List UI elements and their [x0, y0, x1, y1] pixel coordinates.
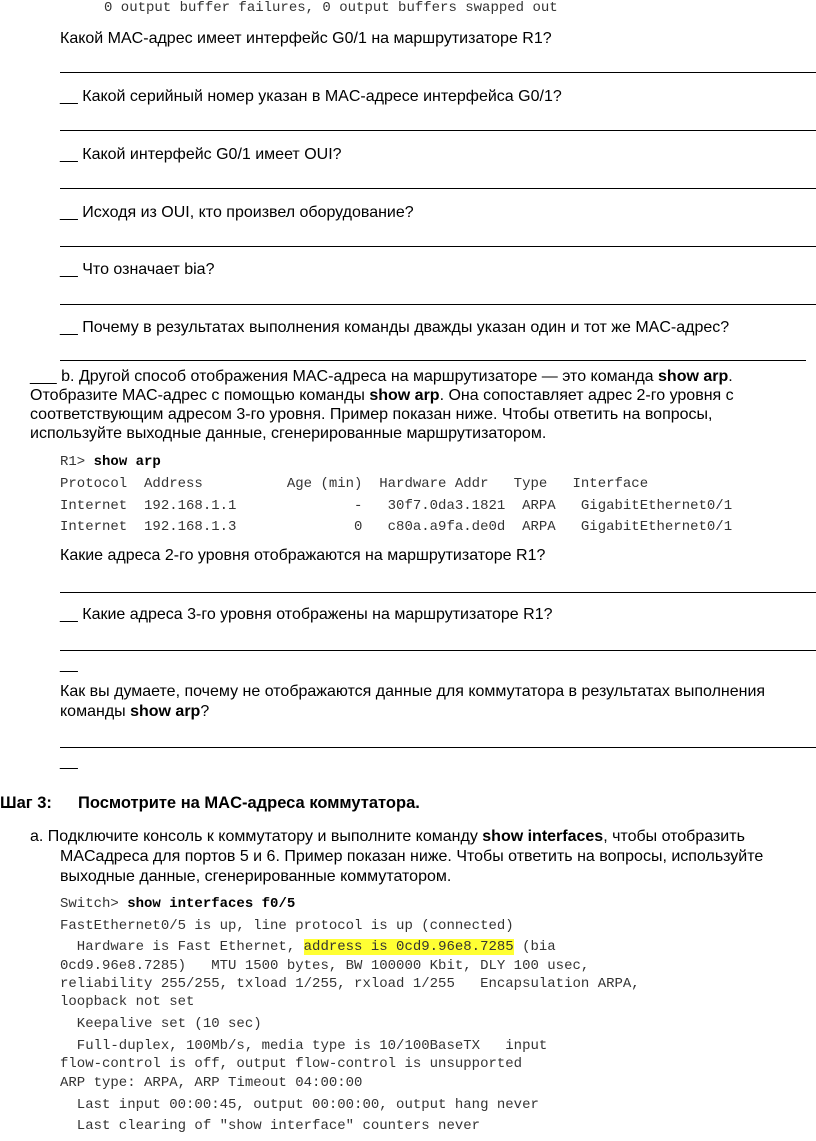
step3-title: Посмотрите на MAC-адреса коммутатора. — [78, 794, 420, 812]
question-text: Какие адреса 3-го уровня отображены на маршрутизаторе R1? — [82, 606, 553, 623]
step3-label: Шаг 3: — [0, 794, 52, 812]
highlighted-mac-address: address is 0cd9.96e8.7285 — [303, 939, 514, 955]
question-text: Исходя из OUI, кто произвел оборудование? — [82, 204, 414, 221]
question-text: команды — [60, 703, 131, 720]
answer-line — [60, 304, 816, 305]
step-b-line2 — [30, 387, 734, 405]
question-oui — [60, 146, 342, 164]
command-show-arp: show arp — [658, 368, 729, 385]
arp-table-row: Internet 192.168.1.3 0 c80a.a9fa.de0d ARPA GigabitEthernet0/1 — [60, 519, 733, 535]
cli-output-text: Hardware is Fast Ethernet, — [60, 939, 304, 955]
cli-output-text: (bia — [513, 939, 556, 955]
cli-prompt: Switch> — [60, 896, 128, 912]
cli-output-line: reliability 255/255, txload 1/255, rxload 1/255 Encapsulation ARPA, — [60, 976, 640, 992]
question-prefix: __ — [60, 261, 78, 278]
question-switch-line2 — [60, 703, 209, 721]
answer-dash: __ — [60, 753, 78, 770]
cli-command-line — [60, 896, 295, 912]
step-b-text: . Она сопоставляет адрес 2-го уровня с — [439, 387, 734, 404]
question-text: Какой серийный номер указан в MAC-адресе интерфейса G0/1? — [82, 88, 562, 105]
cli-output-line: ARP type: ARPA, ARP Timeout 04:00:00 — [60, 1075, 363, 1091]
cli-output-line: flow-control is off, output flow-control is unsupported — [60, 1056, 523, 1072]
question-text: Что означает bia? — [82, 261, 215, 278]
answer-line — [60, 246, 816, 247]
cli-output-line — [60, 939, 556, 955]
step-b-line4: используйте выходные данные, сгенерированные маршрутизатором. — [30, 425, 547, 442]
question-bia — [60, 261, 214, 279]
question-text: ? — [200, 703, 210, 720]
answer-line — [60, 130, 816, 131]
answer-line — [60, 188, 816, 189]
cli-output-line: loopback not set — [60, 994, 195, 1010]
command-show-arp: show arp — [130, 703, 201, 720]
answer-line — [60, 650, 816, 651]
step-a-text: , чтобы отобразить — [603, 828, 745, 845]
step-b-marker: ___ — [30, 368, 57, 385]
question-layer3-addresses — [60, 606, 553, 624]
step-a-line3: выходные данные, сгенерированные коммутатором. — [60, 868, 452, 885]
cli-output-line: 0cd9.96e8.7285) MTU 1500 bytes, BW 100000 Kbit, DLY 100 usec, — [60, 958, 590, 974]
question-serial-number — [60, 88, 562, 106]
cli-output-line: Full-duplex, 100Mb/s, media type is 10/100BaseTX input — [60, 1038, 548, 1054]
cli-output-line: 0 output buffer failures, 0 output buffers swapped out — [104, 0, 558, 16]
cli-command-line — [60, 454, 161, 470]
arp-table-row: Internet 192.168.1.1 - 30f7.0da3.1821 ARPA GigabitEthernet0/1 — [60, 498, 733, 514]
step-a-text: a. Подключите консоль к коммутатору и выполните команду — [30, 828, 483, 845]
question-switch-line1: Как вы думаете, почему не отображаются данные для коммутатора в результатах выполнения — [60, 683, 766, 700]
step-b-text: . — [728, 368, 733, 385]
question-prefix: __ — [60, 88, 78, 105]
answer-line — [60, 72, 816, 73]
step-b-line3: соответствующим адресом 3-го уровня. Пример показан ниже. Чтобы ответить на вопросы, — [30, 406, 713, 423]
question-prefix: __ — [60, 606, 78, 623]
cli-output-line: Last input 00:00:45, output 00:00:00, output hang never — [60, 1097, 539, 1113]
command-show-interfaces: show interfaces — [482, 828, 604, 845]
cli-command: show arp — [93, 454, 161, 470]
answer-line — [60, 747, 816, 748]
cli-output-line: Keepalive set (10 sec) — [60, 1016, 262, 1032]
step-b-line1 — [30, 368, 733, 386]
step-b-text: b. Другой способ отображения MAC-адреса на маршрутизаторе — это команда — [61, 368, 659, 385]
step-a-line2: MACадреса для портов 5 и 6. Пример показан ниже. Чтобы ответить на вопросы, используйте — [60, 848, 764, 865]
answer-line — [60, 360, 806, 361]
question-text: Почему в результатах выполнения команды дважды указан один и тот же MAC-адрес? — [82, 319, 730, 336]
question-prefix: __ — [60, 204, 78, 221]
cli-output-line: Last clearing of "show interface" counters never — [60, 1118, 481, 1134]
cli-command: show interfaces f0/5 — [127, 896, 296, 912]
arp-table-header: Protocol Address Age (min) Hardware Addr Type Interface — [60, 476, 649, 492]
question-duplicate-mac — [60, 319, 729, 337]
question-mac-address — [60, 30, 552, 48]
cli-prompt: R1> — [60, 454, 94, 470]
question-prefix: __ — [60, 319, 78, 336]
answer-line — [60, 592, 816, 593]
question-text: Какой интерфейс G0/1 имеет OUI? — [82, 146, 342, 163]
question-text: Какой MAC-адрес имеет интерфейс G0/1 на маршрутизаторе R1? — [60, 30, 552, 47]
answer-dash: __ — [60, 656, 78, 673]
command-show-arp: show arp — [369, 387, 440, 404]
step-b-text: Отобразите MAC-адрес с помощью команды — [30, 387, 370, 404]
step-a-line1 — [30, 828, 745, 846]
question-layer2-addresses: Какие адреса 2-го уровня отображаются на маршрутизаторе R1? — [60, 547, 546, 564]
question-prefix: __ — [60, 146, 78, 163]
cli-output-line: FastEthernet0/5 is up, line protocol is up (connected) — [60, 918, 514, 934]
question-manufacturer — [60, 204, 414, 222]
